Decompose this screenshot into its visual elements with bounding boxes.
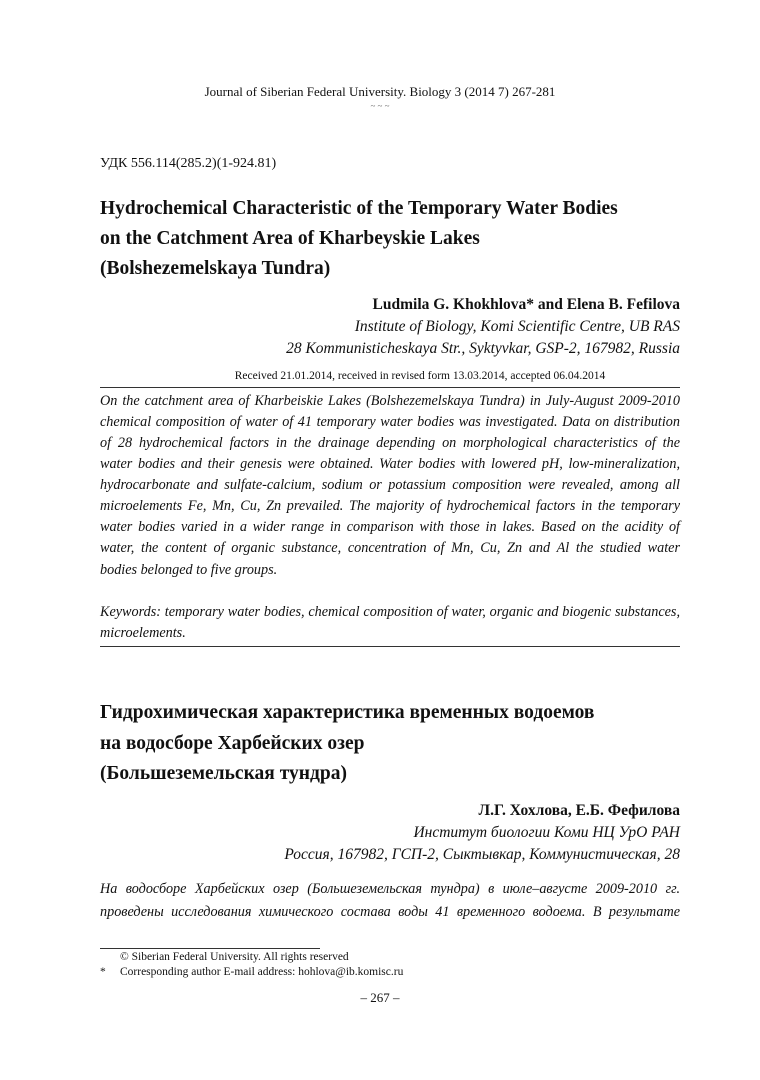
affiliation-ru-2: Россия, 167982, ГСП-2, Сыктывкар, Коммунистическая, 28 [284,846,680,863]
abstract-line: water bodies varied in a wider range in comparison with those in lakes. Based on the acidity of [100,519,680,535]
title-en-line-2: on the Catchment Area of Kharbeyskie Lakes [100,228,480,249]
keywords-line: Keywords: temporary water bodies, chemical composition of water, organic and biogenic substances, [100,604,680,620]
abstract-line: microelements Fe, Mn, Cu, Zn prevailed. The majority of hydrochemical factors in the temporary [100,498,680,514]
abstract-line: bodies belonged to five groups. [100,562,278,578]
corresponding-author-footnote: Corresponding author E-mail address: hohlova@ib.komisc.ru [120,966,404,978]
abstract-ru-line: проведены исследования химического состава воды 41 временного водоема. В результате [100,904,680,920]
copyright-footnote: © Siberian Federal University. All rights reserved [120,951,349,963]
authors-en: Ludmila G. Khokhlova* and Elena B. Fefilova [372,296,680,313]
affiliation-en-2: 28 Kommunisticheskaya Str., Syktyvkar, GSP-2, 167982, Russia [286,340,680,357]
abstract-line: hydrocarbonate and sulfate-calcium, sodium or potassium composition were revealed, among all [100,477,680,493]
title-ru-line-3: (Большеземельская тундра) [100,763,347,784]
title-ru-line-2: на водосборе Харбейских озер [100,733,365,754]
abstract-line: water, the content of organic substance, concentration of Mn, Cu, Zn and Al the studied water [100,540,680,556]
divider [100,387,680,388]
udc-code: УДК 556.114(285.2)(1-924.81) [100,156,277,171]
title-ru-line-1: Гидрохимическая характеристика временных водоемов [100,702,595,723]
page-number: – 267 – [360,990,400,1005]
divider [100,646,680,647]
footnote-mark: * [100,966,106,978]
affiliation-en-1: Institute of Biology, Komi Scientific Centre, UB RAS [354,318,680,335]
keywords-line: microelements. [100,625,186,641]
title-en-line-1: Hydrochemical Characteristic of the Temporary Water Bodies [100,198,618,219]
abstract-line: water bodies and their genesis were obtained. Water bodies with lowered pH, low-mineralization, [100,456,680,472]
received-dates: Received 21.01.2014, received in revised form 13.03.2014, accepted 06.04.2014 [234,370,606,382]
abstract-ru-line: На водосборе Харбейских озер (Большеземельская тундра) в июле–августе 2009-2010 гг. [100,881,680,897]
abstract-line: of 28 hydrochemical factors in the drainage depending on morphological characteristics of the [100,435,680,451]
title-en-line-3: (Bolshezemelskaya Tundra) [100,258,331,279]
abstract-line: chemical composition of water of 41 temporary water bodies was investigated. Data on distribution [100,414,680,430]
header-ornament: ~ ~ ~ [370,101,390,111]
abstract-line: On the catchment area of Kharbeiskie Lakes (Bolshezemelskaya Tundra) in July-August 2009-2010 [100,393,680,409]
footnote-divider [100,948,320,949]
affiliation-ru-1: Институт биологии Коми НЦ УрО РАН [413,824,680,841]
authors-ru: Л.Г. Хохлова, Е.Б. Фефилова [478,802,680,819]
journal-header: Journal of Siberian Federal University. Biology 3 (2014 7) 267-281 [204,84,556,99]
